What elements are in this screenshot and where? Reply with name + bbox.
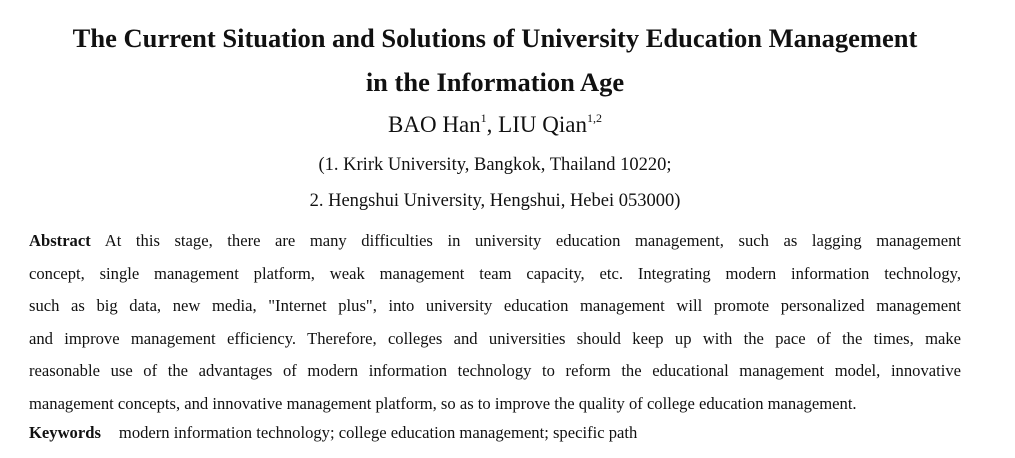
author-list xyxy=(0,111,990,142)
author-affiliation-mark: 1,2 xyxy=(586,111,602,125)
title-line-1: The Current Situation and Solutions of University Education Management xyxy=(72,23,918,53)
abstract xyxy=(29,225,961,420)
author-separator: , xyxy=(486,112,499,137)
keywords-text: modern information technology; college education management; specific path xyxy=(118,423,638,442)
author-name: BAO Han xyxy=(388,112,481,137)
abstract-line: reasonable use of the advantages of modern information technology to reform the educational management model, innovative xyxy=(29,361,961,380)
abstract-line: management concepts, and innovative management platform, so as to improve the quality of college education management. xyxy=(29,393,857,413)
abstract-text: At this stage, there are many difficulties in university education management, such as lagging management xyxy=(104,231,961,250)
title-line-2: in the Information Age xyxy=(365,67,625,97)
author-name: LIU Qian xyxy=(498,112,587,137)
keywords-label: Keywords xyxy=(29,423,101,442)
abstract-label: Abstract xyxy=(29,231,91,250)
abstract-line: concept, single management platform, weak management team capacity, etc. Integrating modern information technology, xyxy=(29,263,961,283)
affiliation-line-2: 2. Hengshui University, Hengshui, Hebei 053000) xyxy=(309,191,681,211)
abstract-line: such as big data, new media, "Internet plus", into university education management will promote personalized management xyxy=(29,296,961,315)
abstract-line xyxy=(29,225,961,258)
keywords xyxy=(29,419,961,447)
abstract-line: and improve management efficiency. Therefore, colleges and universities should keep up with the pace of the times, make xyxy=(29,328,961,348)
affiliation-line-1: (1. Krirk University, Bangkok, Thailand 10220; xyxy=(318,155,672,175)
author-affiliation-mark: 1 xyxy=(480,111,487,125)
